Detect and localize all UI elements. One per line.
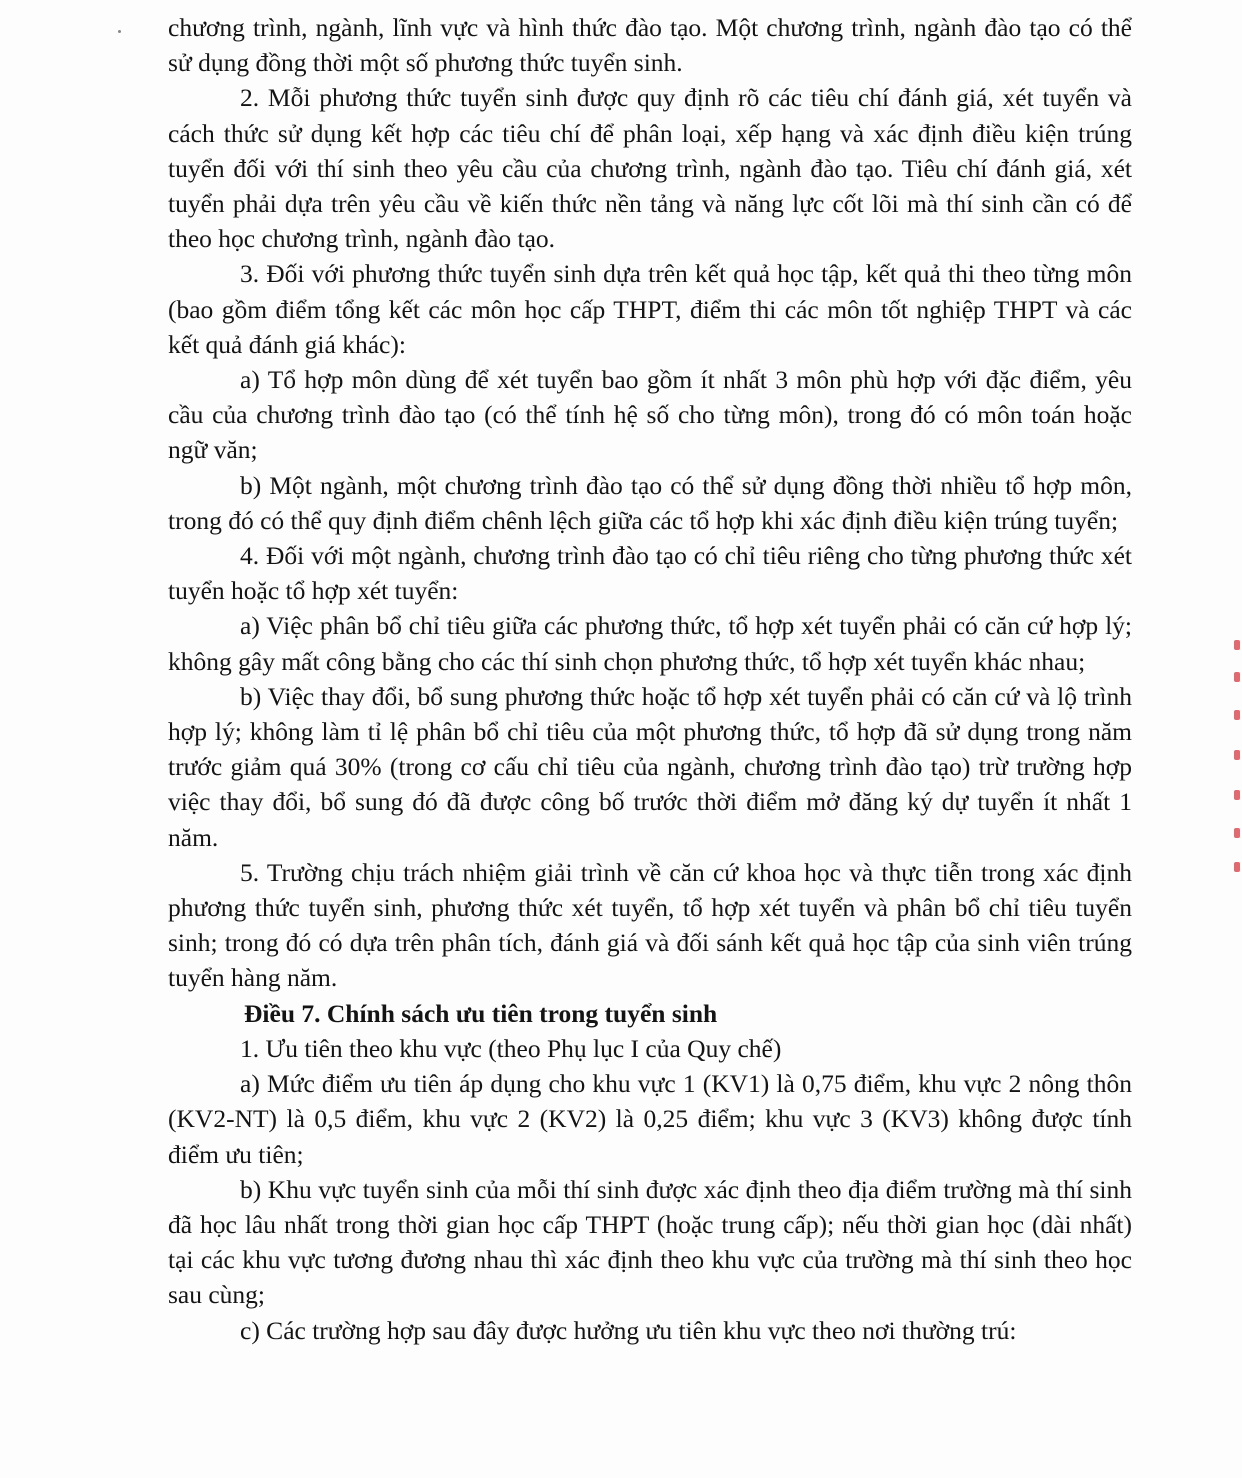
scan-artifact xyxy=(118,30,121,33)
paragraph-article7-item-1b: b) Khu vực tuyển sinh của mỗi thí sinh được xác định theo địa điểm trường mà thí sinh đã học lâu nhất trong thời gian học cấp THPT (hoặc trung cấp); nếu thời gian học (dài nhất) tại các khu vực tương đương nhau thì xác định theo khu vực của trường mà thí sinh theo học sau cùng; xyxy=(168,1174,1132,1310)
paragraph-item-3: 3. Đối với phương thức tuyển sinh dựa trên kết quả học tập, kết quả thi theo từng môn (bao gồm điểm tổng kết các môn học cấp THPT, điểm thi các môn tốt nghiệp THPT và các kết quả đánh giá khác): xyxy=(168,259,1132,359)
paragraph-article7-item-1: 1. Ưu tiên theo khu vực (theo Phụ lục I của Quy chế) xyxy=(240,1033,782,1063)
paragraph-article7-item-1a: a) Mức điểm ưu tiên áp dụng cho khu vực 1 (KV1) là 0,75 điểm, khu vực 2 nông thôn (KV2-NT) là 0,5 điểm, khu vực 2 (KV2) là 0,25 điểm; khu vực 3 (KV3) không được tính điểm ưu tiên; xyxy=(168,1069,1132,1169)
paragraph-item-4: 4. Đối với một ngành, chương trình đào tạo có chỉ tiêu riêng cho từng phương thức xét tuyển hoặc tổ hợp xét tuyển: xyxy=(168,541,1132,606)
paragraph-item-4a: a) Việc phân bổ chỉ tiêu giữa các phương thức, tổ hợp xét tuyển phải có căn cứ hợp lý; không gây mất công bằng cho các thí sinh chọn phương thức, tổ hợp xét tuyển khác nhau; xyxy=(168,611,1132,676)
paragraph-item-2: 2. Mỗi phương thức tuyển sinh được quy định rõ các tiêu chí đánh giá, xét tuyển và cách thức sử dụng kết hợp các tiêu chí để phân loại, xếp hạng và xác định điều kiện trúng tuyển đối với thí sinh theo yêu cầu của chương trình, ngành đào tạo. Tiêu chí đánh giá, xét tuyển phải dựa trên yêu cầu về kiến thức nền tảng và năng lực cốt lõi mà thí sinh cần có để theo học chương trình, ngành đào tạo. xyxy=(168,83,1132,254)
paragraph-article7-item-1c: c) Các trường hợp sau đây được hưởng ưu tiên khu vực theo nơi thường trú: xyxy=(240,1315,1017,1345)
scan-edge-marks xyxy=(1228,640,1242,880)
article-heading: Điều 7. Chính sách ưu tiên trong tuyển sinh xyxy=(244,998,718,1028)
paragraph-item-4b: b) Việc thay đổi, bổ sung phương thức hoặc tổ hợp xét tuyển phải có căn cứ và lộ trình hợp lý; không làm tỉ lệ phân bổ chỉ tiêu của một phương thức, tổ hợp đã sử dụng trong năm trước giảm quá 30% (trong cơ cấu chỉ tiêu của ngành, chương trình đào tạo) trừ trường hợp việc thay đổi, bổ sung đó đã được công bố trước thời điểm mở đăng ký dự tuyển ít nhất 1 năm. xyxy=(168,681,1132,852)
paragraph-item-3b: b) Một ngành, một chương trình đào tạo có thể sử dụng đồng thời nhiều tổ hợp môn, trong đó có thể quy định điểm chênh lệch giữa các tổ hợp khi xác định điều kiện trúng tuyển; xyxy=(168,470,1132,535)
paragraph-continuation: chương trình, ngành, lĩnh vực và hình thức đào tạo. Một chương trình, ngành đào tạo có thể sử dụng đồng thời một số phương thức tuyển sinh. xyxy=(168,13,1132,78)
paragraph-item-5: 5. Trường chịu trách nhiệm giải trình về căn cứ khoa học và thực tiễn trong xác định phương thức tuyển sinh, phương thức xét tuyển, tổ hợp xét tuyển và phân bổ chỉ tiêu tuyển sinh; trong đó có dựa trên phân tích, đánh giá và đối sánh kết quả học tập của sinh viên trúng tuyển hàng năm. xyxy=(168,857,1132,993)
paragraph-item-3a: a) Tổ hợp môn dùng để xét tuyển bao gồm ít nhất 3 môn phù hợp với đặc điểm, yêu cầu của chương trình đào tạo (có thể tính hệ số cho từng môn), trong đó có môn toán hoặc ngữ văn; xyxy=(168,365,1132,465)
